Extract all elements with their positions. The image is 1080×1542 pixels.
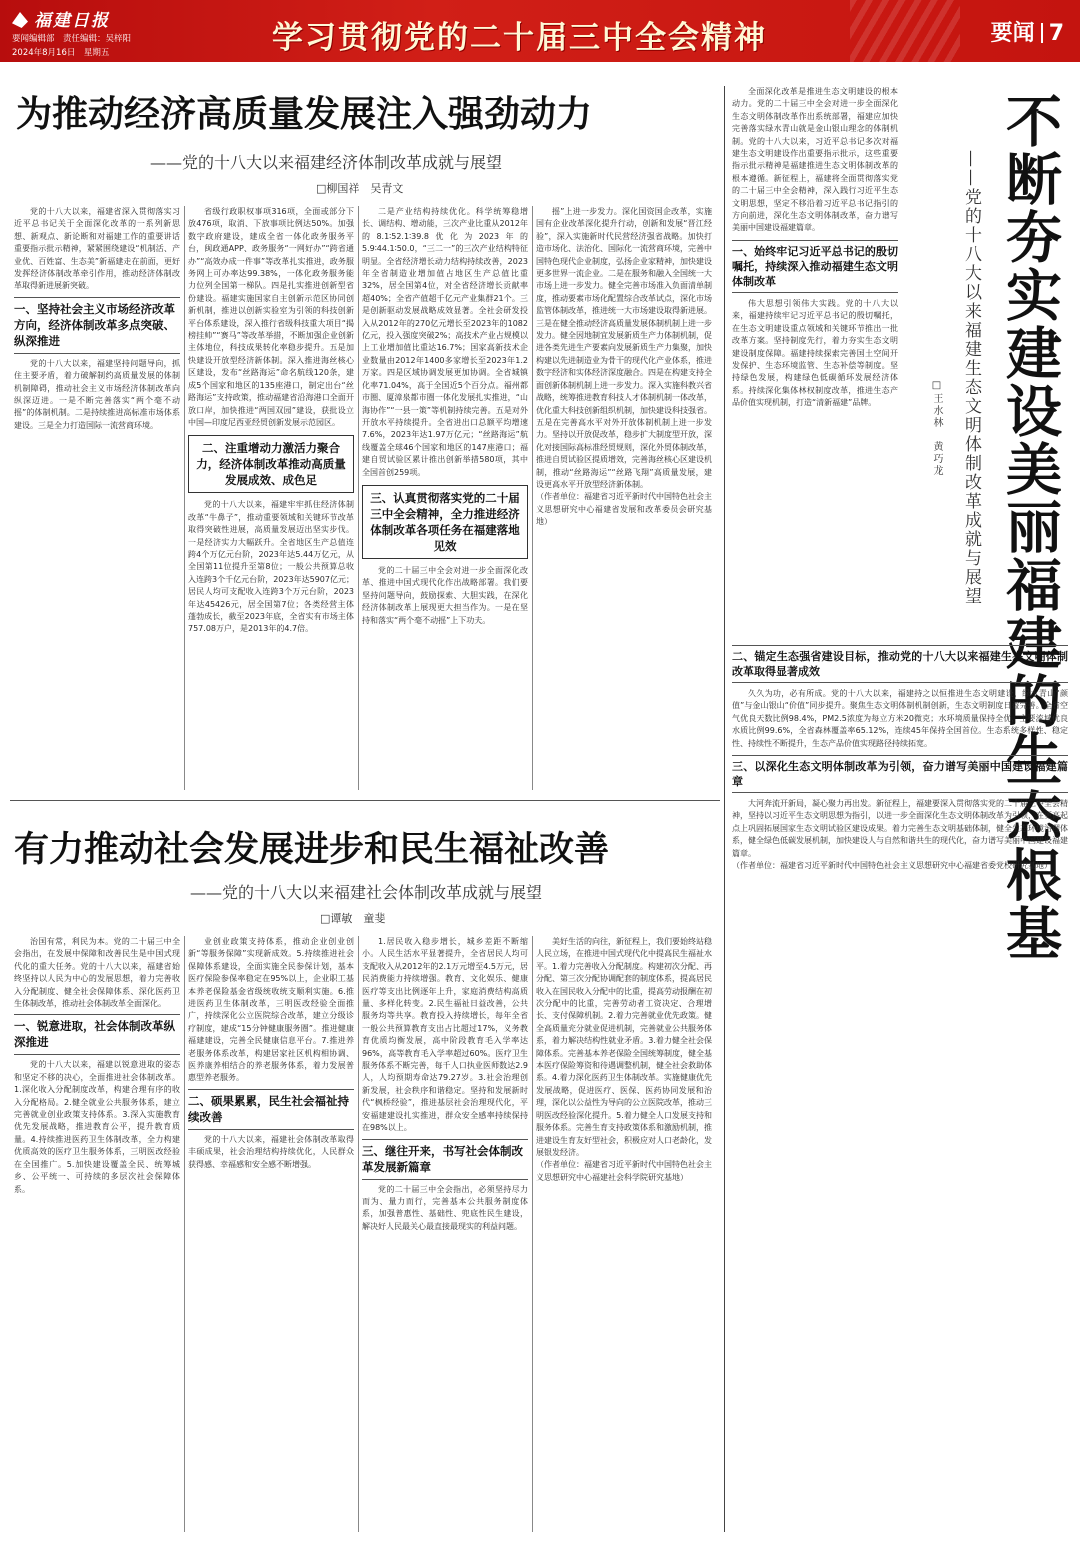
article1-section3-heading: 三、认真贯彻落实党的二十届三中全会精神，全力推进经济体制改革各项任务在福建落地见效 <box>362 485 528 559</box>
column-divider <box>358 936 359 1532</box>
article1-col3-tail: 党的二十届三中全会对进一步全面深化改革、推进中国式现代化作出战略部署。我们要坚持问题导向，鼓励探索、大胆实践，在深化经济体制改革上展现更大担当作为。一是在坚持和落实“两个毫不动摇”上下功夫。 <box>362 565 528 625</box>
article3-col-top <box>732 86 898 626</box>
article3-intro: 全面深化改革是推进生态文明建设的根本动力。党的二十届三中全会对进一步全面深化生态文明体制改革作出系统部署，福建应加快完善落实绿水青山就是金山银山理念的体制机制。党的十八大以来，习近平总书记多次对福建生态文明建设作出重要指示批示，这些重要指示批示精神是福建推进生态文明体制改革的根本遵循。新征程上，福建将全面贯彻落实党的二十届三中全会精神，深入践行习近平生态文明思想，坚定不移沿着习近平总书记指引的方向前进，深化生态文明体制改革，奋力谱写美丽中国建设福建篇章。 <box>732 87 898 233</box>
article2-author-note: （作者单位：福建省习近平新时代中国特色社会主义思想研究中心福建社会科学院研究基地） <box>536 1160 712 1182</box>
article1-col3-body: 二是产业结构持续优化。科学统筹稳增长、调结构、增动能，三次产业比重从2012年的8.1∶52.1∶39.8优化为2023年的5.9∶44.1∶50.0，“三二一”的三次产业结构特征明显。全省经济增长动力结构持续改善，2023年全省制造业增加值占地区生产总值比重32%，居全国第4位，对全省经济增长贡献率超40%；全省产值超千亿元产业集群21个。三是创新驱动发展战略成效显著。全社会研发投入从2012年的270亿元增长至2023年的1082亿元，投入强度突破2%；高技术产业占规模以上工业增加值比重达16.7%；国家高新技术企业数量由2012年1400多家增长至2023年1.2万家。四是区域协调发展更加协调。全省城镇化率71.04%，高于全国近5个百分点。福州都市圈、厦漳泉都市圈一体化发展扎实推进，“山海协作”“一县一策”等机制持续完善。五是对外开放水平持续提升。全省进出口总额平均增速7.6%，2023年达1.97万亿元；“丝路海运”航线覆盖全球46个国家和地区的147座港口；福建自贸试验区累计推出创新举措580项，其中全国首创259项。 <box>362 207 528 477</box>
article2-subtitle: ——党的十八大以来福建社会体制改革成就与展望 <box>190 883 543 902</box>
article3-section1-heading: 一、始终牢记习近平总书记的殷切嘱托，持续深入推动福建生态文明体制改革 <box>732 240 898 293</box>
article2-col2-body: 业创业政策支持体系，推动企业创业创新“等服务保障”实现新成效。5.持续推进社会保障体系建设，全面实施全民参保计划，基本医疗保险参保率稳定在95%以上，企业职工基本养老保险基金省级统收统支顺利实施。6.推进医药卫生体制改革，三明医改经验全面推广，持续深化公立医院综合改革，建立分级诊疗制度，建成“15分钟健康服务圈”。推进健康福建建设，完善全民健康信息平台。7.推进养老服务体系改革，构建居家社区机构相协调、医养康养相结合的养老服务体系，着力发展普惠型养老服务。 <box>188 937 354 1083</box>
column-divider <box>532 936 533 1532</box>
page-banner: 学习贯彻党的二十届三中全会精神 <box>272 20 767 56</box>
article2-title: 有力推动社会发展进步和民生福祉改善 <box>14 829 610 870</box>
column-divider <box>184 936 185 1532</box>
article1-col2 <box>188 206 354 790</box>
article-divider-vertical <box>724 86 725 1532</box>
article3-subtitle: ——党的十八大以来福建生态文明体制改革成就与展望 <box>961 150 981 606</box>
article1-col2-body: 省级行政职权事项316项，全面或部分下放476项，取消、下放事项比例达50%。加强数字政府建设，建成全省一体化政务服务平台，闽政通APP、政务服务“一网好办”“跨省通办”“高效办成一件事”等改革扎实推进，政务服务网上可办率达99.38%，一体化政务服务能力位列全国第一梯队。四是扎实推进创新型省份建设。福建实施国家自主创新示范区协同创新机制，推进以创新实验室为引领的科技创新平台体系建设，深入推行省级科技重大项目“揭榜挂帅”“赛马”等改革举措，不断加强企业创新主体地位，科技成果转化率稳步提升。五是加快建设开放型经济新体制。深入推进海丝核心区建设，发布“丝路海运”命名航线120条，建成5个国家和地区的135座港口，制定出台“丝路海运”支持政策，推动福建省沿海港口全面开放口岸，加快推进“两国双园”建设，获批设立中国—印度尼西亚经贸创新发展示范园区。 <box>188 207 354 427</box>
article3-byline: □王水林 黄巧龙 <box>931 380 942 477</box>
article3-section1-body: 伟大思想引领伟大实践。党的十八大以来，福建持续牢记习近平总书记的殷切嘱托，在生态文明建设重点领域和关键环节推出一批改革方案。坚持制度先行，着力夯实生态文明建设制度保障。福建持续探索完善国土空间开发保护、生态环境监管、生态补偿等制度。坚持绿色发展，构建绿色低碳循环发展经济体系。持续深化集体林权制度改革，推进生态产品价值实现机制，打造“清新福建”品牌。 <box>732 298 898 408</box>
article1-section2-heading: 二、注重增动力激活力聚合力，经济体制改革推动高质量发展成效、成色足 <box>188 435 354 493</box>
banner-decoration <box>850 0 960 62</box>
column-divider <box>358 206 359 790</box>
article2-intro: 治国有常，利民为本。党的二十届三中全会指出，在发展中保障和改善民生是中国式现代化的重大任务。党的十八大以来，福建省始终坚持以人民为中心的发展思想，着力完善收入分配制度、健全社会保障体系、深化医药卫生体制改革，推动社会体制改革全面深化。 <box>14 937 180 1009</box>
article1-col4 <box>536 206 712 790</box>
article1-subtitle: ——党的十八大以来福建经济体制改革成就与展望 <box>150 153 503 172</box>
article2-section2-body: 党的十八大以来，福建社会体制改革取得丰硕成果，社会治理结构持续优化，人民群众获得感、幸福感和安全感不断增强。 <box>188 1134 354 1169</box>
article1-section1-body: 党的十八大以来，福建坚持问题导向，抓住主要矛盾，着力破解制约高质量发展的体制机制障碍，推动社会主义市场经济体制改革向纵深迈进。一是不断完善落实“两个毫不动摇”的体制机制。二是持续推进高标准市场体系建设。三是全力打造国际一流营商环境。 <box>14 358 180 430</box>
article1-col4-body: 摇”上进一步发力。深化国资国企改革，实施国有企业改革深化提升行动，创新和发展“晋江经验”，深入实施新时代民营经济强省战略。加快打造市场化、法治化、国际化一流营商环境，完善中国特色现代企业制度，弘扬企业家精神，加快建设更多世界一流企业。二是在服务和融入全国统一大市场上进一步发力。健全完善市场准入负面清单制度，推动要素市场化配置综合改革试点，深化市场监管体制改革，推进统一大市场建设取得新进展。三是在健全推动经济高质量发展体制机制上进一步发力。健全因地制宜发展新质生产力体制机制，促进各类先进生产要素向发展新质生产力集聚，加快构建以先进制造业为骨干的现代化产业体系，推进数字经济和实体经济深度融合。四是在构建支持全面创新体制机制上进一步发力。深入实施科教兴省战略，统筹推进教育科技人才体制机制一体改革，优化重大科技创新组织机制，加快建设科技强省。五是在完善高水平对外开放体制机制上进一步发力。坚持以开放促改革，稳步扩大制度型开放，深化对接国际高标准经贸规则，深化外贸体制改革，推进自贸试验区提质增效，完善海丝核心区建设机制，推动“丝路海运”“丝路飞翔”高质量发展，建设更高水平开放型经济新体制。 <box>536 207 712 489</box>
article3-title: 不断夯实建设美丽福建的生态根基 <box>997 92 1063 962</box>
article3-section2-heading: 二、锚定生态强省建设目标，推动党的十八大以来福建生态文明体制改革取得显著成效 <box>732 645 1068 683</box>
article-divider <box>10 800 720 801</box>
masthead <box>0 0 1080 62</box>
article3-col-bottom <box>732 640 1068 1532</box>
article1-intro: 党的十八大以来，福建省深入贯彻落实习近平总书记关于全面深化改革的一系列新思想、新观点、新论断和对福建工作的重要讲话重要指示批示精神，紧紧围绕建设“机制活、产业优、百姓富、生态美”新福建走在前面，更好发挥经济体制改革牵引作用，推动经济体制改革取得新进展新突破。 <box>14 207 180 291</box>
article2-col2 <box>188 936 354 1532</box>
article1-author-note: （作者单位：福建省习近平新时代中国特色社会主义思想研究中心福建省发展和改革委员会研究基地） <box>536 492 712 527</box>
article3-section2-body: 久久为功，必有所成。党的十八大以来，福建持之以恒推进生态文明建设，绿水青山“颜值”与金山银山“价值”同步提升。聚焦生态文明体制机制创新，生态文明制度日益完善。全省空气优良天数比例98.4%，PM2.5浓度为每立方米20微克；水环境质量保持全优，主要流域优良水质比例99.6%，全省森林覆盖率65.12%，连续45年保持全国首位。生态系统多样性、稳定性、持续性不断提升，生态产品价值实现路径持续拓宽。 <box>732 689 1068 748</box>
article1-section1-heading: 一、坚持社会主义市场经济改革方向，经济体制改革多点突破、纵深推进 <box>14 297 180 354</box>
article3-section3-heading: 三、以深化生态文明体制改革为引领，奋力谱写美丽中国建设福建篇章 <box>732 755 1068 793</box>
article2-col3 <box>362 936 528 1532</box>
article2-col3-tail: 党的二十届三中全会指出，必须坚持尽力而为、量力而行，完善基本公共服务制度体系，加强普惠性、基础性、兜底性民生建设，解决好人民最关心最直接最现实的利益问题。 <box>362 1184 528 1231</box>
article1-title: 为推动经济高质量发展注入强劲动力 <box>16 93 593 135</box>
article2-section3-heading: 三、继往开来，书写社会体制改革发展新篇章 <box>362 1139 528 1180</box>
editor-credits: 要闻编辑部 责任编辑：吴梓阳 <box>12 34 132 44</box>
article3-section3-body: 大河奔流开新局，凝心聚力再出发。新征程上，福建要深入贯彻落实党的二十届三中全会精神，坚持以习近平生态文明思想为指引，以进一步全面深化生态文明体制改革为引领，在更高起点上巩固拓展国家生态文明试验区建设成果。着力完善生态文明基础体制，健全生态环境治理体系，健全绿色低碳发展机制，加快建设人与自然和谐共生的现代化，奋力谱写美丽中国建设福建篇章。 <box>732 799 1068 858</box>
page-number: 7 <box>1048 21 1064 46</box>
article2-col1 <box>14 936 180 1532</box>
article2-byline: □谭敏 童斐 <box>320 912 386 925</box>
article2-col4 <box>536 936 712 1532</box>
issue-date: 2024年8月16日 星期五 <box>12 48 110 58</box>
article1-section2-body: 党的十八大以来，福建牢牢抓住经济体制改革“牛鼻子”，推动重要领域和关键环节改革取得突破性进展，高质量发展迈出坚实步伐。一是经济实力大幅跃升。全省地区生产总值连跨4个万亿元台阶，2023年达5.44万亿元，从全国第11位提升至第8位；一般公共预算总收入连跨3个千亿元台阶，2023年达5907亿元；居民人均可支配收入连跨3个万元台阶，2023年达45426元，居全国第7位；各类经营主体蓬勃成长，截至2023年底，全省实有市场主体757.08万户，是2013年的4.7倍。 <box>188 500 354 634</box>
article3-author-note: （作者单位：福建省习近平新时代中国特色社会主义思想研究中心福建省委党校研究基地） <box>732 861 1052 871</box>
column-divider <box>532 206 533 790</box>
article1-col3 <box>362 206 528 790</box>
article2-section1-heading: 一、锐意进取，社会体制改革纵深推进 <box>14 1014 180 1055</box>
article2-section1-body: 党的十八大以来，福建以锐意进取的姿态和坚定不移的决心，全面推进社会体制改革。1.深化收入分配制度改革，构建合理有序的收入分配格局。2.健全就业公共服务体系，建立完善就业创业政策支持体系。3.深入实施教育优先发展战略，推进教育公平，提升教育质量。4.持续推进医药卫生体制改革，全力构建优质高效的医疗卫生服务体系，三明医改经验在全国推广。5.加快建设覆盖全民、统筹城乡、公平统一、可持续的多层次社会保障体系。 <box>14 1060 180 1194</box>
column-divider <box>184 206 185 790</box>
section-label: 要闻 7 <box>990 21 1064 46</box>
article1-byline: □柳国祥 吴青文 <box>316 182 404 195</box>
newspaper-logo: 福建日报 <box>12 6 132 30</box>
article2-section2-heading: 二、硕果累累，民生社会福祉持续改善 <box>188 1089 354 1130</box>
article2-col3-body: 1.居民收入稳步增长，城乡差距不断缩小。人民生活水平显著提升，全省居民人均可支配收入从2012年的2.1万元增至4.5万元，居民消费能力持续增强。教育、文化娱乐、健康医疗等支出比例逐年上升，家庭消费结构高质量、多样化转变。2.民生福祉日益改善，公共服务均等共享。教育投入持续增长，每年全省一般公共预算教育支出占比超过17%，义务教育优质均衡发展，高中阶段教育毛入学率达96%，高等教育毛入学率超过60%。医疗卫生服务体系不断完善，每千人口执业医师数达2.9人，人均预期寿命达79.27岁。3.社会治理创新发展，社会秩序和谐稳定。坚持和发展新时代“枫桥经验”，推进基层社会治理现代化，平安福建建设扎实推进，群众安全感率持续保持在98%以上。 <box>362 937 528 1133</box>
flame-icon <box>12 12 28 28</box>
article2-col4-body: 美好生活的向往，新征程上，我们要始终站稳人民立场，在推进中国式现代化中提高民生福祉水平。1.着力完善收入分配制度。构建初次分配、再分配、第三次分配协调配套的制度体系，提高居民收入在国民收入分配中的比重，提高劳动报酬在初次分配中的比重，完善劳动者工资决定、合理增长、支付保障机制。2.着力完善就业优先政策。健全高质量充分就业促进机制，完善就业公共服务体系，着力解决结构性就业矛盾。3.着力健全社会保障体系。完善基本养老保险全国统筹制度，健全基本医疗保险筹资和待遇调整机制，健全社会救助体系。4.着力深化医药卫生体制改革。实施健康优先发展战略，促进医疗、医保、医药协同发展和治理，深化以公益性为导向的公立医院改革，推动三明医改经验深化提升。5.着力健全人口发展支持和服务体系。完善生育支持政策体系和激励机制，推进建设生育友好型社会，积极应对人口老龄化，发展银发经济。 <box>536 937 712 1157</box>
article1-col1 <box>14 206 180 790</box>
